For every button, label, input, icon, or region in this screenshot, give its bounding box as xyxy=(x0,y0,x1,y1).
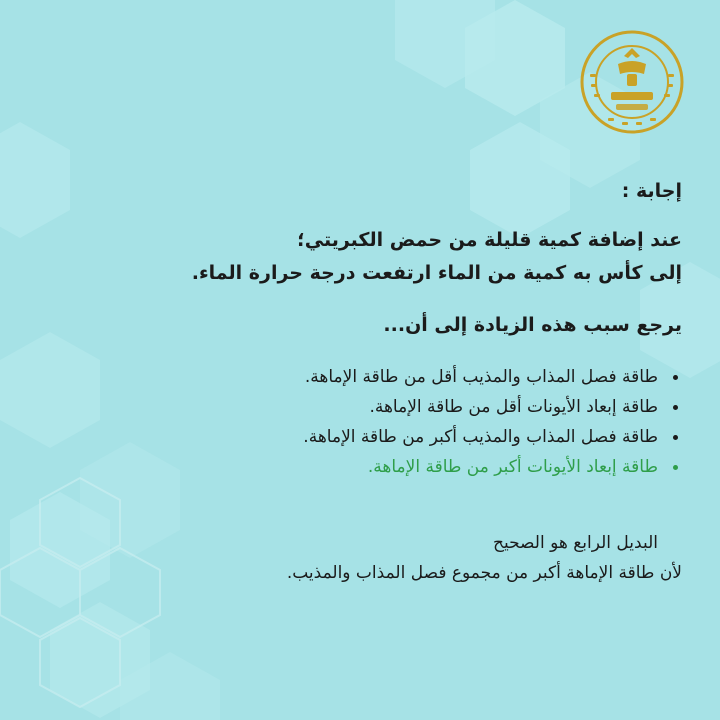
bullet-dot xyxy=(673,405,678,410)
question-intro xyxy=(42,224,682,290)
question-lead: يرجع سبب هذه الزيادة إلى أن... xyxy=(383,314,682,336)
bullet-dot xyxy=(673,375,678,380)
option-text: طاقة إبعاد الأيونات أقل من طاقة الإماهة. xyxy=(369,397,658,417)
conclusion xyxy=(42,528,682,588)
option-1 xyxy=(42,362,682,392)
option-text: طاقة فصل المذاب والمذيب أقل من طاقة الإماهة. xyxy=(304,367,658,387)
bullet-dot xyxy=(673,435,678,440)
option-text: طاقة إبعاد الأيونات أكبر من طاقة الإماهة. xyxy=(367,457,658,477)
conclusion-line-1: البديل الرابع هو الصحيح xyxy=(492,533,658,553)
intro-line-2: إلى كأس به كمية من الماء ارتفعت درجة حرارة الماء. xyxy=(191,262,682,284)
option-text: طاقة فصل المذاب والمذيب أكبر من طاقة الإماهة. xyxy=(303,427,658,447)
intro-line-1: عند إضافة كمية قليلة من حمض الكبريتي؛ xyxy=(297,229,682,251)
conclusion-line-2: لأن طاقة الإماهة أكبر من مجموع فصل المذاب والمذيب. xyxy=(286,563,682,583)
ministry-logo xyxy=(578,28,686,136)
option-3 xyxy=(42,422,682,452)
bullet-dot xyxy=(673,465,678,470)
answer-heading: إجابة : xyxy=(621,180,682,202)
option-4-correct xyxy=(42,452,682,482)
option-2 xyxy=(42,392,682,422)
answer-content xyxy=(42,180,682,588)
options-list xyxy=(42,362,682,482)
